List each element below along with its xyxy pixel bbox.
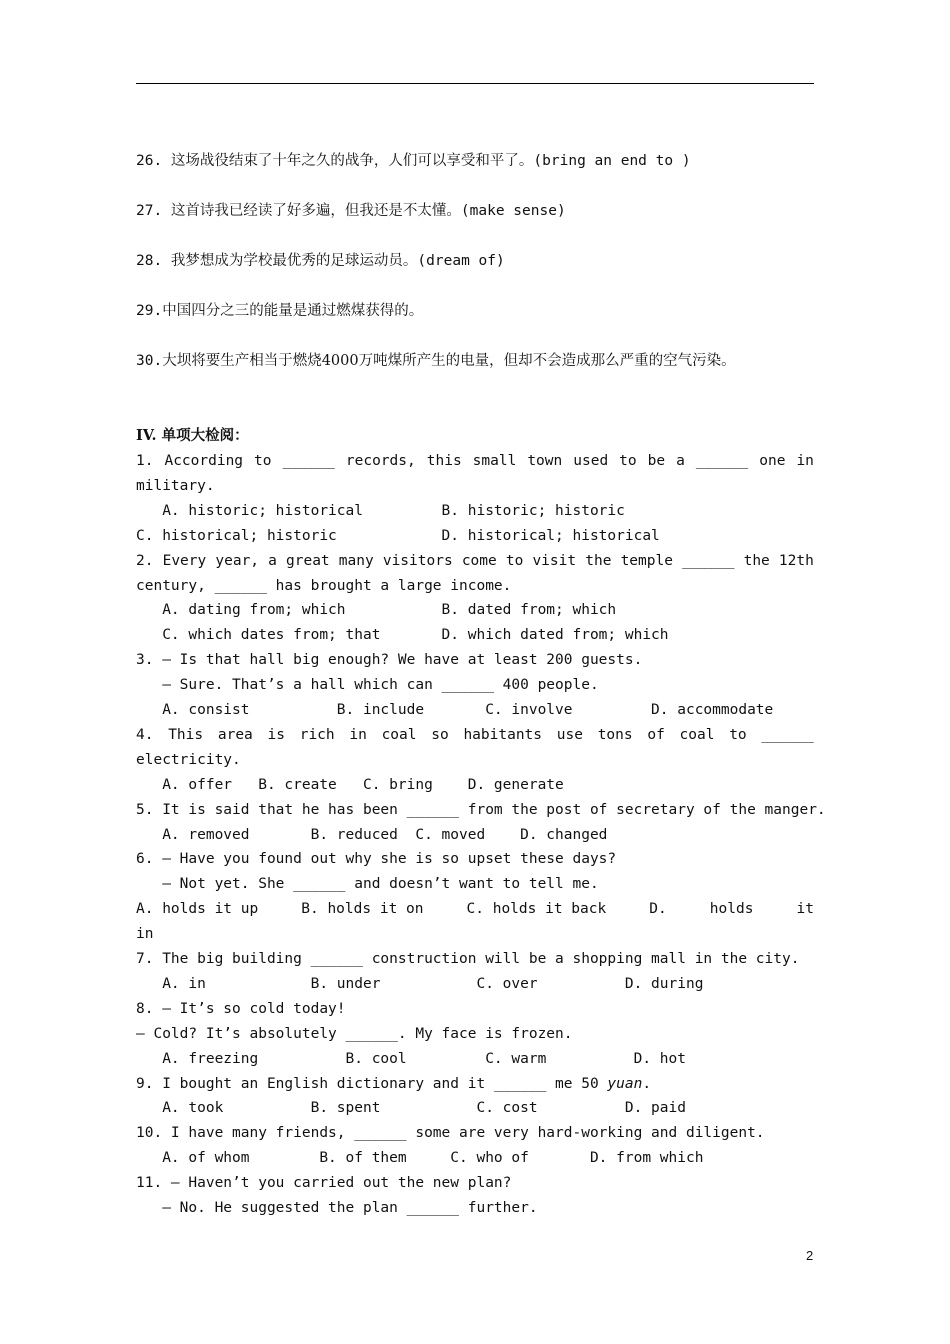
item-number: 28. (136, 253, 171, 269)
question-line: 7. The big building ______ construction will be a shopping mall in the city. (136, 951, 800, 967)
item-number: 27. (136, 203, 171, 219)
question-line: 10. I have many friends, ______ some are very hard-working and diligent. (136, 1125, 765, 1142)
translation-item (136, 252, 505, 270)
question-line: — Not yet. She ______ and doesn’t want to tell me. (136, 876, 599, 893)
question-line: A. dating from; which B. dated from; which (136, 602, 617, 619)
question-line: A. holds it up B. holds it on C. holds it back D. holds it (136, 901, 814, 918)
chinese-sentence: 这场战役结束了十年之久的战争，人们可以享受和平了。 (170, 153, 534, 169)
question-line: 1. According to ______ records, this small town used to be a ______ one in (136, 453, 814, 469)
chinese-sentence: 中国四分之三的能量是通过燃煤获得的。 (162, 303, 424, 319)
question-line: A. took B. spent C. cost D. paid (136, 1100, 686, 1117)
question-line: 8. — It’s so cold today! (136, 1000, 346, 1017)
translation-item (136, 352, 736, 370)
header-rule (136, 83, 814, 84)
question-line: century, ______ has brought a large income. (136, 577, 512, 594)
hint-phrase: (bring an end to ) (533, 153, 691, 169)
question-line: in (136, 926, 154, 943)
item-number: 30. (136, 353, 163, 369)
question-line: 6. — Have you found out why she is so upset these days? (136, 851, 617, 868)
question-line: 5. It is said that he has been ______ from the post of secretary of the manger. (136, 801, 826, 818)
question-line: A. of whom B. of them C. who of D. from which (136, 1150, 704, 1167)
hint-phrase: (make sense) (460, 203, 566, 219)
chinese-sentence: 我梦想成为学校最优秀的足球运动员。 (170, 253, 418, 269)
question-line: A. removed B. reduced C. moved D. changed (136, 826, 608, 843)
question-line: electricity. (136, 751, 241, 768)
item-number: 29. (136, 303, 163, 319)
question-line: 9. I bought an English dictionary and it ______ me 50 yuan. (136, 1075, 652, 1092)
question-line: 11. — Haven’t you carried out the new plan? (136, 1175, 512, 1192)
question-line: C. which dates from; that D. which dated from; which (136, 627, 669, 644)
question-line: A. freezing B. cool C. warm D. hot (136, 1050, 686, 1067)
translation-item (136, 202, 566, 220)
question-line: A. historic; historical B. historic; historic (136, 502, 625, 519)
chinese-sentence: 这首诗我已经读了好多遍，但我还是不太懂。 (170, 203, 461, 219)
question-line: A. consist B. include C. involve D. accommodate (136, 702, 774, 718)
question-line: — No. He suggested the plan ______ further. (136, 1200, 538, 1216)
question-line: 2. Every year, a great many visitors come to visit the temple ______ the 12th (136, 552, 814, 569)
question-line: 3. — Is that hall big enough? We have at least 200 guests. (136, 652, 643, 669)
translation-item (136, 152, 691, 170)
italic-word: yuan (607, 1075, 643, 1092)
page-number: 2 (806, 1248, 814, 1263)
chinese-sentence: 大坝将要生产相当于燃烧4000万吨煤所产生的电量，但却不会造成那么严重的空气污染。 (162, 353, 736, 369)
question-line: A. offer B. create C. bring D. generate (136, 776, 564, 793)
hint-phrase: (dream of) (417, 253, 505, 269)
item-number: 26. (136, 153, 171, 169)
question-line: military. (136, 477, 215, 494)
question-line: — Cold? It’s absolutely ______. My face is frozen. (136, 1025, 573, 1042)
section-title: IV. 单项大检阅： (136, 427, 249, 444)
question-line: C. historical; historic D. historical; historical (136, 527, 660, 544)
translation-item (136, 302, 423, 320)
question-line: A. in B. under C. over D. during (136, 975, 704, 992)
question-line: — Sure. That’s a hall which can ______ 400 people. (136, 677, 599, 694)
question-line: 4. This area is rich in coal so habitants use tons of coal to ______ (136, 726, 814, 743)
